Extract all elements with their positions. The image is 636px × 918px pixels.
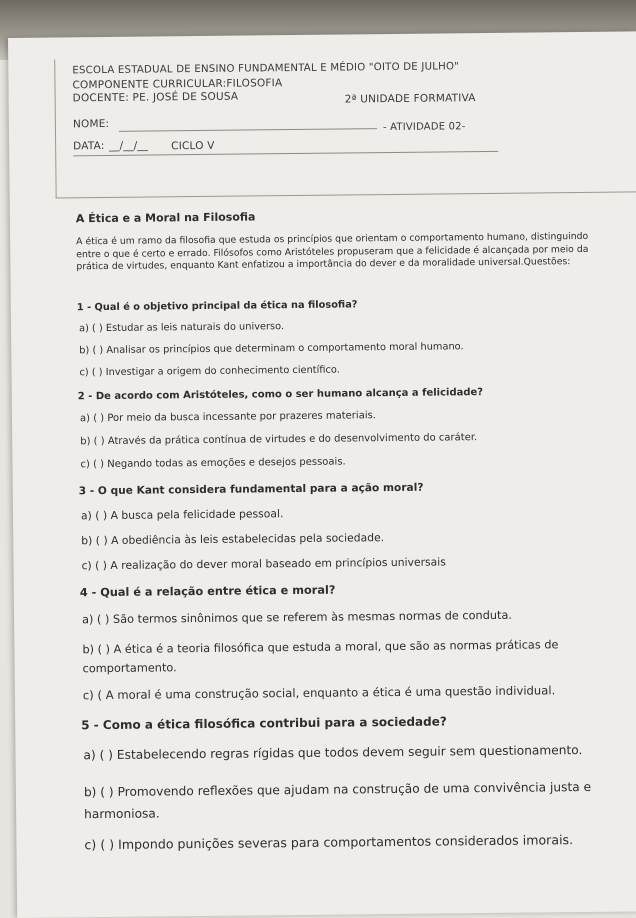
cycle-label: CICLO V	[171, 139, 215, 153]
q3-option-a[interactable]: a) ( ) A busca pela felicidade pessoal.	[80, 507, 284, 523]
q1-option-a[interactable]: a) ( ) Estudar as leis naturais do universo.	[78, 321, 285, 335]
q4-option-c[interactable]: c) ( A moral é uma construção social, enquanto a ética é uma questão individual.	[82, 683, 556, 703]
school-name: ESCOLA ESTADUAL DE ENSINO FUNDAMENTAL E MÉDIO "OITO DE JULHO"	[72, 61, 460, 77]
date-blank: __/__/__	[109, 139, 148, 152]
name-label: NOME:	[72, 117, 110, 131]
q4-option-b[interactable]: b) ( ) A ética é a teoria filosófica que estuda a moral, que são as normas práticas de comportamento.	[82, 638, 559, 676]
q1-option-b[interactable]: b) ( ) Analisar os princípios que determinam o comportamento moral humano.	[79, 341, 464, 357]
q5-option-b[interactable]: b) ( ) Promovendo reflexões que ajudam na construção de uma convivência justa e harmoniosa.	[83, 779, 592, 822]
q4-option-a[interactable]: a) ( ) São termos sinônimos que se referem às mesmas normas de conduta.	[82, 608, 513, 627]
worksheet-title: A Ética e a Moral na Filosofia	[75, 210, 256, 226]
question-2: 2 - De acordo com Aristóteles, como o ser humano alcança a felicidade?	[77, 387, 484, 403]
unit-label: 2ª UNIDADE FORMATIVA	[344, 92, 476, 106]
q1-option-c[interactable]: c) ( ) Investigar a origem do conhecimento científico.	[79, 364, 340, 379]
q3-option-c[interactable]: c) ( ) A realização do dever moral baseado em princípios universais	[81, 555, 446, 573]
q3-option-b[interactable]: b) ( ) A obediência às leis estabelecidas pela sociedade.	[81, 531, 385, 548]
activity-label: - ATIVIDADE 02-	[382, 121, 466, 134]
q5-option-c[interactable]: c) ( ) Impondo punições severas para comportamentos considerados imorais.	[84, 832, 574, 853]
question-4: 4 - Qual é a relação entre ética e moral?	[79, 583, 336, 600]
q2-option-a[interactable]: a) ( ) Por meio da busca incessante por prazeres materiais.	[79, 410, 377, 425]
teacher-line: DOCENTE: PE. JOSÉ DE SOUSA	[72, 90, 239, 105]
question-5: 5 - Como a ética filosófica contribui para a sociedade?	[81, 714, 447, 733]
q2-option-b[interactable]: b) ( ) Através da prática contínua de virtudes e do desenvolvimento do caráter.	[80, 432, 478, 448]
date-label: DATA:	[73, 139, 105, 153]
subject-line: COMPONENTE CURRICULAR:FILOSOFIA	[72, 77, 283, 92]
question-3: 3 - O que Kant considera fundamental para a ação moral?	[78, 481, 424, 498]
intro-paragraph: A ética é um ramo da filosofia que estuda os princípios que orientam o comportamento humano, distinguindo entre o que é certo e errado. Filósofos como Aristóteles propuseram que a felicidade é alcançada por meio da prática de virtudes, enquanto Kant enfatizou a importância do dever e da moralidade universal.Questões:	[76, 230, 589, 273]
q5-option-a[interactable]: a) ( ) Estabelecendo regras rígidas que todos devem seguir sem questionamento.	[83, 743, 583, 763]
worksheet-page	[8, 31, 636, 918]
question-1: 1 - Qual é o objetivo principal da ética na filosofia?	[76, 299, 358, 314]
q2-option-c[interactable]: c) ( ) Negando todas as emoções e desejos pessoais.	[80, 456, 346, 471]
